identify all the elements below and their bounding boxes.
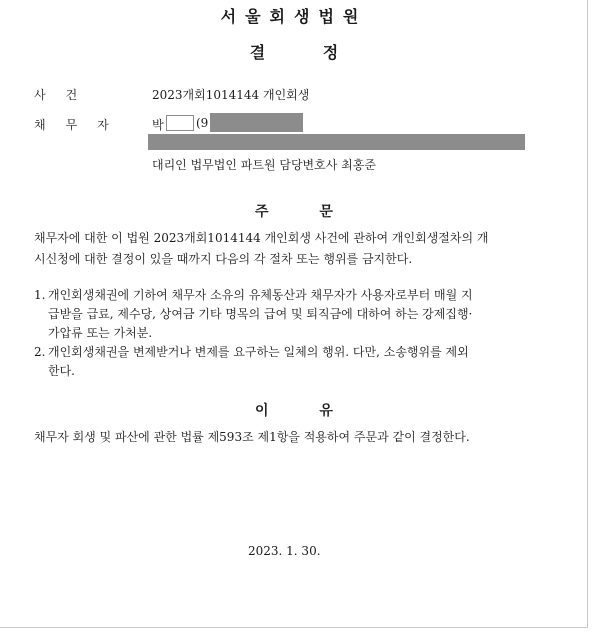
- list-item-number: 2.: [34, 345, 46, 359]
- order-list-item: [34, 286, 473, 343]
- list-item-number: 1.: [34, 288, 46, 302]
- list-item-line: 개인회생채권에 기하여 채무자 소유의 유체동산과 채무자가 사용자로부터 매월 지: [48, 288, 473, 302]
- list-item-line: 개인회생채권을 변제받거나 변제를 요구하는 일체의 행위. 다만, 소송행위를 제외: [48, 345, 469, 359]
- debtor-id-prefix: (9: [196, 116, 209, 130]
- list-item-line: 가압류 또는 가처분.: [48, 326, 153, 340]
- reason-section-title: 이 유: [255, 403, 333, 419]
- debtor-label: 채무자: [34, 118, 129, 132]
- order-section-title: 주 문: [255, 204, 333, 220]
- order-paragraph-line: 시신청에 대한 결정이 있을 때까지 다음의 각 절차 또는 행위를 금지한다.: [34, 252, 413, 266]
- case-label: 사건: [34, 88, 98, 102]
- redacted-id-block: [210, 113, 303, 132]
- order-paragraph-line: 채무자에 대한 이 법원 2023개회1014144 개인회생 사건에 관하여 개인회생절차의 개: [34, 231, 489, 245]
- order-list-item: [34, 343, 469, 381]
- list-item-line: 급받을 급료, 제수당, 상여금 기타 명목의 급여 및 퇴직금에 대하여 하는 강제집행·: [48, 307, 473, 321]
- document-type-title: 결 정: [249, 43, 339, 62]
- redacted-name-box: [166, 115, 194, 131]
- list-item-line: 한다.: [48, 364, 75, 378]
- debtor-representative: 대리인 법무법인 파트원 담당변호사 최홍준: [152, 158, 376, 172]
- debtor-name-prefix: 박: [152, 118, 164, 132]
- order-paragraph: [34, 228, 488, 270]
- reason-text: 채무자 회생 및 파산에 관한 법률 제593조 제1항을 적용하여 주문과 같이 결정한다.: [34, 430, 470, 444]
- court-name: 서울회생법원: [220, 7, 368, 26]
- case-value: 2023개회1014144 개인회생: [152, 88, 310, 102]
- decision-date: 2023. 1. 30.: [248, 544, 321, 558]
- redacted-address-block: [148, 134, 525, 150]
